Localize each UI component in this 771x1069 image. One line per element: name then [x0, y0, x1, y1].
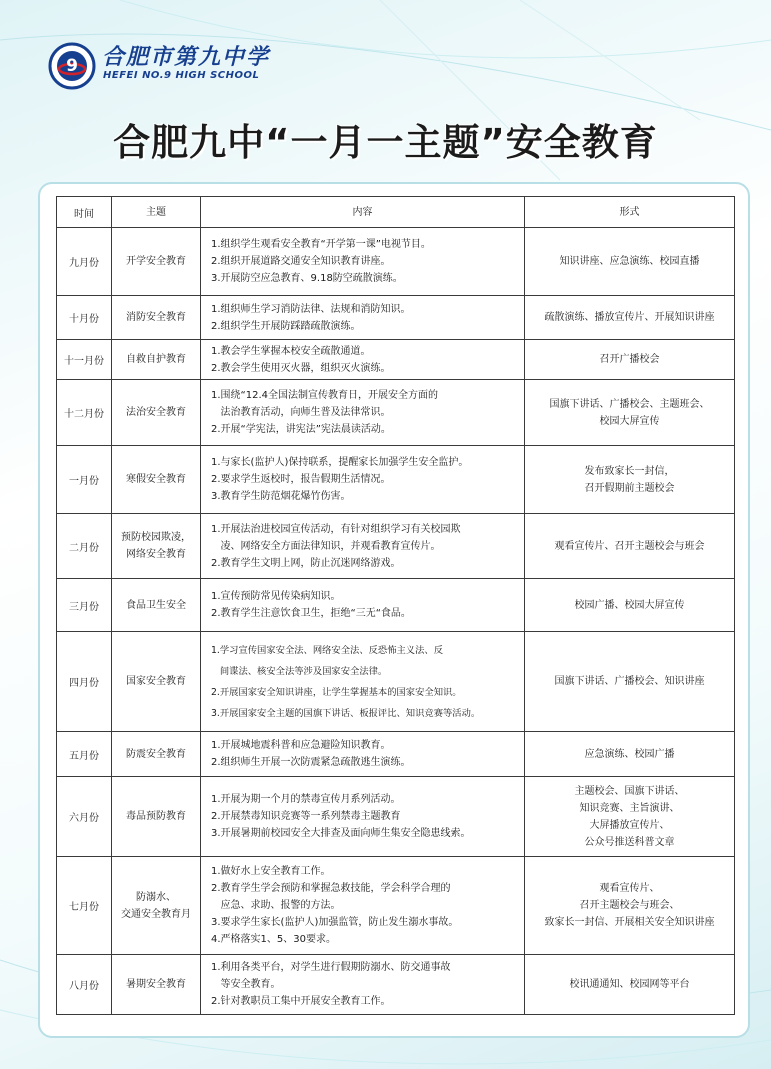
row-form-line: 主题校会、国旗下讲话、	[574, 785, 685, 797]
row-topic	[112, 514, 201, 579]
row-form-line: 大屏播放宣传片、	[589, 819, 670, 831]
table-row	[57, 380, 735, 446]
row-form	[525, 857, 735, 955]
table-row	[57, 514, 735, 579]
row-time: 四月份	[57, 632, 112, 732]
row-form-line: 知识讲座、应急演练、校园直播	[559, 256, 700, 267]
row-time: 五月份	[57, 732, 112, 777]
row-content	[201, 777, 525, 857]
row-content-line: 1.做好水上安全教育工作。	[211, 866, 331, 877]
page-header	[0, 0, 771, 180]
row-content-line: 3.要求学生家长(监护人)加强监管，防止发生溺水事故。	[211, 917, 459, 928]
row-content	[201, 514, 525, 579]
table-row	[57, 632, 735, 732]
row-time: 三月份	[57, 579, 112, 632]
row-content-line: 1.宣传预防常见传染病知识。	[211, 591, 341, 602]
table-row	[57, 955, 735, 1015]
row-form-line: 观看宣传片、	[599, 883, 660, 894]
row-content-line: 2.要求学生返校时，报告假期生活情况。	[211, 474, 391, 485]
row-topic	[112, 380, 201, 446]
row-content	[201, 579, 525, 632]
row-time: 十二月份	[57, 380, 112, 446]
row-topic	[112, 340, 201, 380]
row-content-line: 2.组织学生开展防踩踏疏散演练。	[211, 320, 361, 332]
row-form-line: 召开假期前主题校会	[584, 482, 675, 494]
row-content-line: 1.与家长(监护人)保持联系，提醒家长加强学生安全监护。	[211, 457, 469, 468]
row-topic-line: 网络安全教育	[126, 549, 186, 560]
table-row	[57, 296, 735, 340]
table-row	[57, 446, 735, 514]
row-time: 十月份	[57, 296, 112, 340]
row-content-line: 2.组织开展道路交通安全知识教育讲座。	[211, 256, 391, 267]
table-row	[57, 340, 735, 380]
row-topic	[112, 446, 201, 514]
row-content	[201, 340, 525, 380]
row-form-line: 校园广播、校园大屏宣传	[574, 599, 685, 611]
row-form	[525, 446, 735, 514]
row-form	[525, 228, 735, 296]
row-content	[201, 380, 525, 446]
row-content-line: 2.教育学生注意饮食卫生，拒绝“三无“食品。	[211, 608, 411, 619]
column-header-topic: 主题	[112, 197, 201, 228]
row-content-line: 1.开展为期一个月的禁毒宣传月系列活动。	[211, 794, 401, 805]
row-form-line: 国旗下讲话、广播校会、主题班会、	[549, 398, 710, 410]
row-topic	[112, 777, 201, 857]
row-form-line: 国旗下讲话、广播校会、知识讲座	[554, 676, 705, 687]
row-content-line: 法治教育活动，向师生普及法律常识。	[211, 407, 391, 418]
column-header-form: 形式	[525, 197, 735, 228]
school-name: 合肥市第九中学	[102, 44, 271, 70]
schedule-table	[56, 196, 735, 1015]
row-topic	[112, 632, 201, 732]
row-form	[525, 296, 735, 340]
row-content-line: 1.学习宣传国家安全法、网络安全法、反恐怖主义法、反	[211, 644, 443, 656]
row-time: 九月份	[57, 228, 112, 296]
row-content-line: 3.教育学生防范烟花爆竹伤害。	[211, 491, 351, 502]
row-topic-line: 食品卫生安全	[126, 599, 186, 611]
row-form	[525, 777, 735, 857]
row-content-line: 应急、求助、报警的方法。	[211, 900, 341, 911]
row-time: 六月份	[57, 777, 112, 857]
row-topic	[112, 955, 201, 1015]
row-content-line: 1.组织师生学习消防法律、法规和消防知识。	[211, 303, 411, 315]
column-header-content: 内容	[201, 197, 525, 228]
row-form-line: 疏散演练、播放宣传片、开展知识讲座	[544, 312, 715, 323]
row-topic	[112, 579, 201, 632]
column-header-time: 时间	[57, 197, 112, 228]
row-topic-line: 消防安全教育	[126, 312, 186, 323]
row-form	[525, 579, 735, 632]
row-content-line: 3.开展暑期前校园安全大排查及面向师生集安全隐患线索。	[211, 828, 471, 839]
table-row	[57, 732, 735, 777]
table-row	[57, 777, 735, 857]
page-title: 合肥九中“一月一主题”安全教育	[113, 121, 658, 164]
row-topic-line: 防震安全教育	[126, 748, 186, 760]
row-content	[201, 857, 525, 955]
row-content-line: 2.开展国家安全知识讲座，让学生掌握基本的国家安全知识。	[211, 686, 462, 698]
row-content	[201, 296, 525, 340]
row-topic-line: 国家安全教育	[126, 676, 186, 687]
row-topic-line: 自救自护教育	[126, 354, 186, 365]
row-content-line: 2.组织师生开展一次防震紧急疏散逃生演练。	[211, 757, 411, 768]
row-form-line: 召开广播校会	[599, 354, 660, 365]
row-content	[201, 446, 525, 514]
row-form-line: 应急演练、校园广播	[584, 748, 675, 760]
row-topic-line: 防溺水、	[136, 891, 176, 903]
row-topic	[112, 732, 201, 777]
row-content	[201, 955, 525, 1015]
row-time: 八月份	[57, 955, 112, 1015]
school-name-en: HEFEI NO.9 HIGH SCHOOL	[103, 70, 260, 81]
row-content-line: 凌、网络安全方面法律知识，并观看教育宣传片。	[211, 540, 441, 552]
row-form-line: 公众号推送科普文章	[584, 836, 675, 848]
row-content-line: 间谍法、核安全法等涉及国家安全法律。	[211, 665, 388, 677]
row-content-line: 2.开展“学宪法，讲宪法”宪法晨读活动。	[211, 424, 391, 435]
row-topic-line: 法治安全教育	[126, 407, 186, 418]
row-form	[525, 955, 735, 1015]
row-content	[201, 228, 525, 296]
row-content	[201, 732, 525, 777]
row-form-line: 召开主题校会与班会、	[579, 900, 680, 911]
row-form-line: 知识竞赛、主旨演讲、	[579, 802, 680, 814]
row-content-line: 1.组织学生观看安全教育“开学第一课”电视节目。	[211, 239, 431, 250]
row-topic-line: 开学安全教育	[126, 256, 186, 267]
table-header-row	[57, 197, 735, 228]
row-form-line: 致家长一封信、开展相关安全知识讲座	[544, 917, 715, 928]
row-content-line: 1.利用各类平台，对学生进行假期防溺水、防交通事故	[211, 962, 451, 973]
row-content-line: 4.严格落实1、5、30要求。	[211, 934, 336, 945]
row-time: 一月份	[57, 446, 112, 514]
row-form-line: 校讯通通知、校园网等平台	[569, 979, 690, 990]
row-topic-line: 寒假安全教育	[126, 474, 186, 485]
row-content-line: 等安全教育。	[211, 979, 281, 990]
row-time: 十一月份	[57, 340, 112, 380]
row-content-line: 1.教会学生掌握本校安全疏散通道。	[211, 345, 371, 357]
logo-mark: 9	[66, 56, 78, 76]
row-topic	[112, 857, 201, 955]
row-content-line: 2.教会学生使用灭火器，组织灭火演练。	[211, 362, 391, 374]
row-form	[525, 340, 735, 380]
school-logo	[48, 42, 96, 90]
row-topic-line: 毒品预防教育	[126, 811, 186, 822]
table-row	[57, 228, 735, 296]
row-time: 七月份	[57, 857, 112, 955]
row-topic	[112, 296, 201, 340]
row-topic-line: 暑期安全教育	[126, 979, 186, 990]
row-content	[201, 632, 525, 732]
row-form	[525, 514, 735, 579]
row-topic-line: 交通安全教育月	[121, 908, 191, 920]
row-content-line: 2.针对教职员工集中开展安全教育工作。	[211, 996, 391, 1007]
row-form-line: 观看宣传片、召开主题校会与班会	[554, 540, 705, 552]
table-row	[57, 857, 735, 955]
row-form	[525, 380, 735, 446]
row-content-line: 2.教育学生学会预防和掌握急救技能，学会科学合理的	[211, 883, 451, 894]
row-content-line: 1.开展城地震科普和应急避险知识教育。	[211, 740, 391, 751]
row-content-line: 2.开展禁毒知识竞赛等一系列禁毒主题教育	[211, 811, 401, 822]
table-row	[57, 579, 735, 632]
row-form	[525, 732, 735, 777]
row-form-line: 校园大屏宣传	[599, 415, 660, 427]
row-time: 二月份	[57, 514, 112, 579]
row-content-line: 1.开展法治进校园宣传活动，有针对组织学习有关校园欺	[211, 523, 461, 535]
row-topic	[112, 228, 201, 296]
row-content-line: 2.教育学生文明上网，防止沉迷网络游戏。	[211, 557, 401, 569]
row-content-line: 3.开展防空应急教育、9.18防空疏散演练。	[211, 273, 403, 284]
row-form-line: 发布致家长一封信，	[584, 465, 675, 477]
row-content-line: 1.围绕“12.4全国法制宣传教育日，开展安全方面的	[211, 390, 438, 401]
row-topic-line: 预防校园欺凌，	[121, 532, 191, 543]
row-form	[525, 632, 735, 732]
row-content-line: 3.开展国家安全主题的国旗下讲话、板报评比、知识竞赛等活动。	[211, 707, 481, 719]
